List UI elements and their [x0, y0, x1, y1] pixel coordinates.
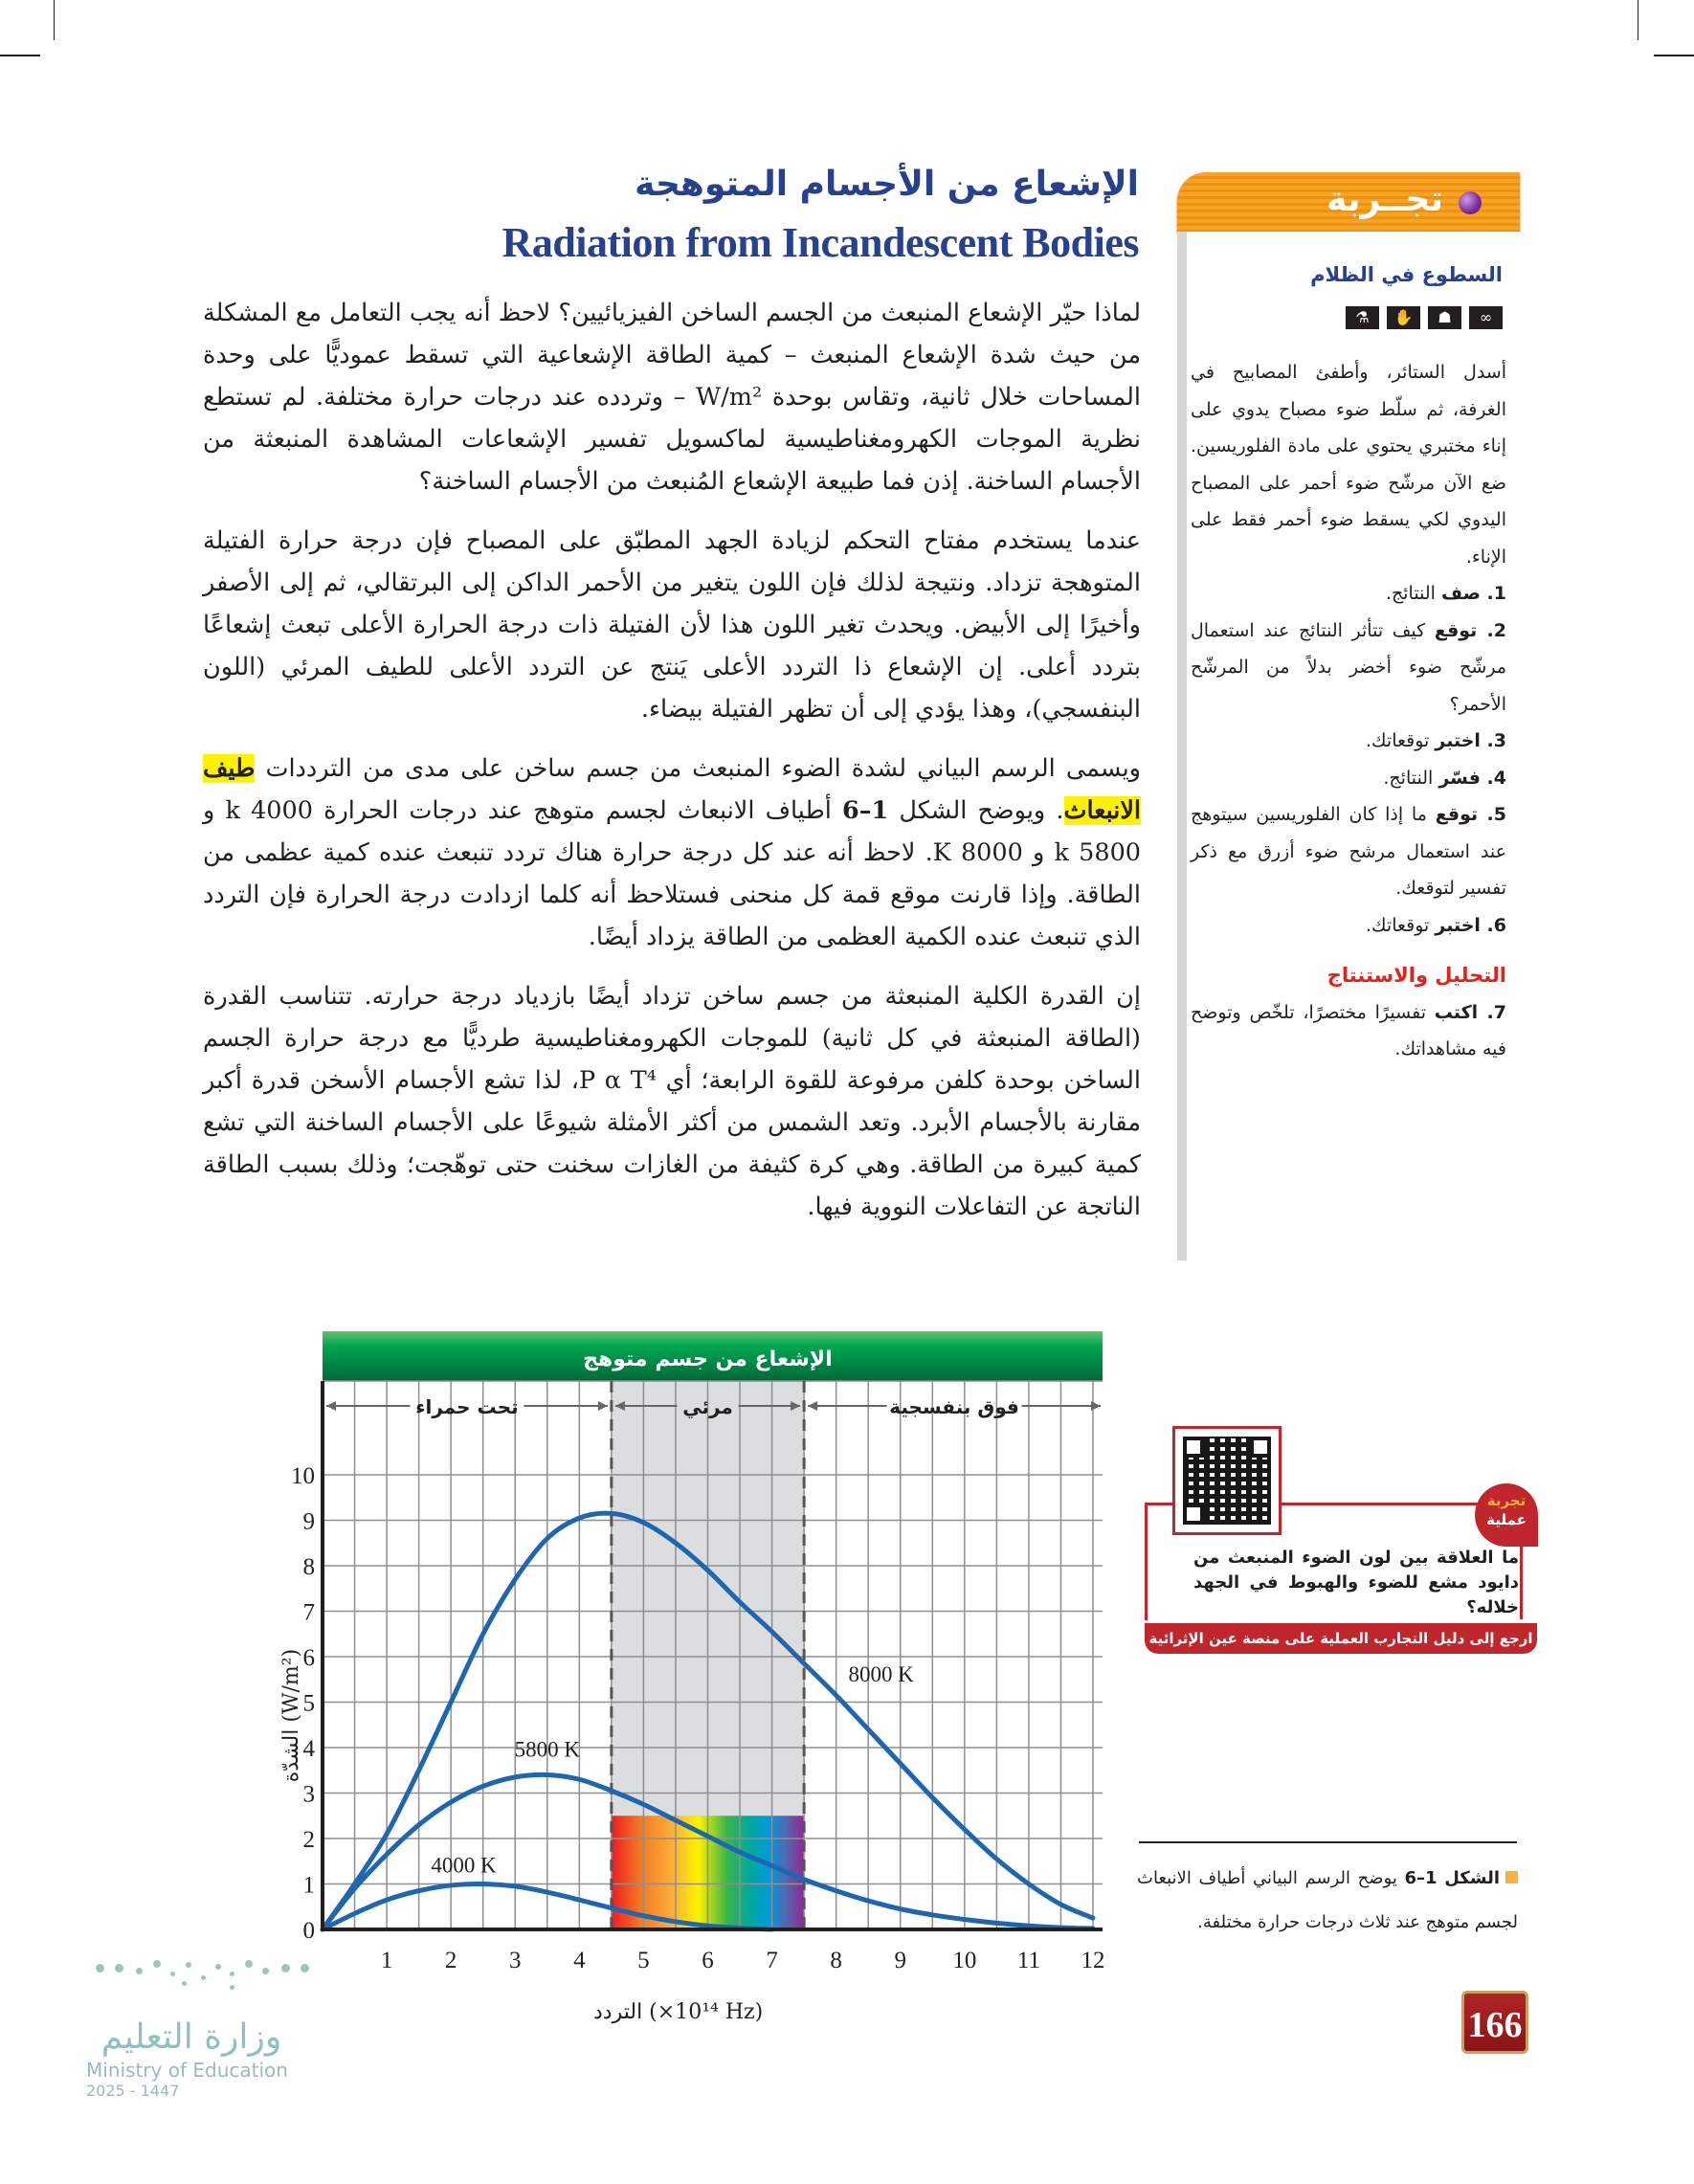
experiment-step: 2. توقع كيف تتأثر النتائج عند استعمال مرشّح ضوء أخضر بدلاً من المرشّح الأحمر؟	[1191, 619, 1506, 715]
experiment-step: 4. فسّر النتائج.	[1383, 767, 1506, 789]
region-label: تحت حمراء	[415, 1395, 519, 1418]
logo-dots-icon	[86, 1952, 316, 2000]
x-axis-label: التردد (×10¹⁴ Hz)	[593, 2000, 764, 2024]
section-title-en: Radiation from Incandescent Bodies	[502, 219, 1139, 266]
x-tick-label: 5	[637, 1948, 650, 1973]
x-tick-label: 7	[766, 1948, 778, 1973]
x-tick-label: 3	[509, 1948, 522, 1973]
experiment-intro: أسدل الستائر، وأطفئ المصابيح في الغرفة، ثم سلّط ضوء مصباح يدوي على إناء مختبري يحتوي على مادة الفلوريسين. ضع الآن مرشّح ضوء أحمر على المصباح اليدوي لكي يسقط ضوء أحمر فقط على الإناء.	[1191, 362, 1506, 568]
x-tick-label: 9	[894, 1948, 906, 1973]
y-tick-label: 3	[302, 1781, 315, 1808]
gloves-icon: ✋	[1387, 306, 1420, 329]
experiment-step: 3. اختبر توقعاتك.	[1365, 730, 1506, 751]
x-tick-label: 10	[952, 1948, 977, 1973]
caption-rule	[1139, 1841, 1517, 1843]
experiment-step: 5. توقع ما إذا كان الفلوريسين سيتوهج عند استعمال مرشح ضوء أزرق مع ذكر تفسير لتوقعك.	[1191, 804, 1506, 899]
y-tick-label: 0	[302, 1918, 315, 1944]
chart-title: الإشعاع من جسم متوهج	[583, 1348, 833, 1371]
y-axis-label: الشدّة (W/m²)	[279, 1648, 304, 1783]
goggles-icon: ∞	[1469, 306, 1503, 329]
y-tick-label: 7	[302, 1599, 315, 1626]
paragraph: لماذا حيّر الإشعاع المنبعث من الجسم الساخن الفيزيائيين؟ لاحظ أنه يجب التعامل مع المشكلة من حيث شدة الإشعاع المنبعث – كمية الطاقة الإشعاعية التي تسقط عموديًّا على وحدة المساحات خلال ثانية، وتقاس بوحدة W/m² – وتردده عند درجات حرارة مختلفة. لم تستطع نظرية الموجات الكهرومغناطيسية لماكسويل تفسير الإشعاعات المشاهدة المنبعثة من الأجسام الساخنة. إذن فما طبيعة الإشعاع المُنبعث من الأجسام الساخنة؟	[203, 299, 1141, 496]
page-number: 166	[1461, 1991, 1528, 2054]
paragraph: إن القدرة الكلية المنبعثة من جسم ساخن تزداد أيضًا بازدياد درجة حرارته. تتناسب القدرة (الطاقة المنبعثة في كل ثانية) للموجات الكهرومغناطيسية طرديًّا مع درجة حرارة الجسم الساخن بوحدة كلفن مرفوعة للقوة الرابعة؛ أي P α T⁴، لذا تشع الأجسام الأسخن قدرة أكبر مقارنة بالأجسام الأبرد. وتعد الشمس من أكثر الأمثلة شيوعًا على الأجسام الساخنة التي تشع كمية كبيرة من الطاقة. وهي كرة كثيفة من الغازات سخنت حتى توهّجت؛ وذلك بسبب الطاقة الناتجة عن التفاعلات النووية فيها.	[203, 982, 1141, 1221]
y-tick-label: 5	[302, 1690, 315, 1717]
series-label: 4000 K	[431, 1853, 497, 1878]
key-term: طيف الانبعاث	[203, 754, 1142, 825]
lab-coat-icon: ☗	[1428, 306, 1461, 329]
region-label: فوق بنفسجية	[889, 1395, 1019, 1418]
y-tick-label: 9	[302, 1508, 315, 1535]
x-tick-label: 6	[702, 1948, 714, 1973]
region-label: مرئي	[682, 1395, 733, 1418]
paragraph: عندما يستخدم مفتاح التحكم لزيادة الجهد المطبّق على المصباح فإن درجة حرارة الفتيلة المتوهجة تزداد. ونتيجة لذلك فإن اللون يتغير من الأحمر الداكن إلى البرتقالي، ثم إلى الأصفر وأخيرًا إلى الأبيض. ويحدث تغير اللون هذا لأن الفتيلة ذات درجة الحرارة الأعلى تبعث إشعاعًا بتردد أعلى. إن الإشعاع ذا التردد الأعلى يَنتج عن التردد الأعلى للطيف المرئي (اللون البنفسجي)، وهذا يؤدي إلى أن تظهر الفتيلة بيضاء.	[203, 526, 1141, 724]
x-tick-label: 4	[573, 1948, 586, 1973]
experiment-header: تجــربة	[1177, 172, 1520, 232]
paragraph: ويسمى الرسم البياني لشدة الضوء المنبعث من جسم ساخن على مدى من الترددات طيف الانبعاث. ويوضح الشكل 1–6 أطياف الانبعاث لجسم متوهج عند درجات الحرارة 4000 k و 5800 k و 8000 K. لاحظ أنه عند كل درجة حرارة هناك تردد تنبعث عنده كمية عظمى من الطاقة. وإذا قارنت موقع قمة كل منحنى فستلاحظ أنه كلما ازدادت درجة الحرارة فإن التردد الذي تنبعث عنده الكمية العظمى من الطاقة يزداد أيضًا.	[203, 754, 1142, 951]
x-tick-label: 2	[444, 1948, 457, 1973]
x-tick-label: 1	[380, 1948, 393, 1973]
y-tick-label: 2	[302, 1827, 315, 1853]
experiment-subtitle: السطوع في الظلام	[1310, 263, 1503, 286]
figure-caption: الشكل 1–6 يوضح الرسم البياني أطياف الانبعاث لجسم متوهج عند ثلاث درجات حرارة مختلفة.	[1137, 1868, 1518, 1932]
analysis-title: التحليل والاستنتاج	[1326, 964, 1506, 987]
series-label: 8000 K	[848, 1662, 914, 1687]
y-tick-label: 8	[302, 1554, 315, 1580]
practical-badge: تجربة عملية	[1475, 1483, 1538, 1547]
ministry-logo: وزارة التعليم Ministry of Education 2025 - 1447	[86, 1952, 316, 2100]
x-tick-label: 12	[1081, 1948, 1105, 1973]
practical-footer: ارجع إلى دليل التجارب العملية على منصة عين الإثرائية	[1145, 1623, 1537, 1654]
x-tick-label: 11	[1016, 1948, 1040, 1973]
y-tick-label: 6	[302, 1645, 315, 1671]
x-tick-label: 8	[830, 1948, 842, 1973]
practical-question: ما العلاقة بين لون الضوء المنبعث من دايود مشع للضوء والهبوط في الجهد خلاله؟	[1193, 1548, 1519, 1617]
bullet-square-icon	[1505, 1871, 1518, 1883]
series-label: 5800 K	[514, 1737, 580, 1762]
experiment-step: 7. اكتب تفسيرًا مختصرًا، تلخّص وتوضح فيه مشاهداتك.	[1191, 1001, 1506, 1059]
y-tick-label: 1	[302, 1872, 315, 1899]
section-title-ar: الإشعاع من الأجسام المتوهجة	[635, 165, 1139, 204]
experiment-step: 1. صف النتائج.	[1385, 583, 1506, 604]
y-tick-label: 4	[302, 1736, 315, 1762]
figure-reference: 1–6	[842, 796, 889, 825]
chemical-icon: ⚗	[1346, 306, 1379, 329]
experiment-step: 6. اختبر توقعاتك.	[1365, 914, 1506, 936]
y-tick-label: 10	[291, 1463, 315, 1489]
